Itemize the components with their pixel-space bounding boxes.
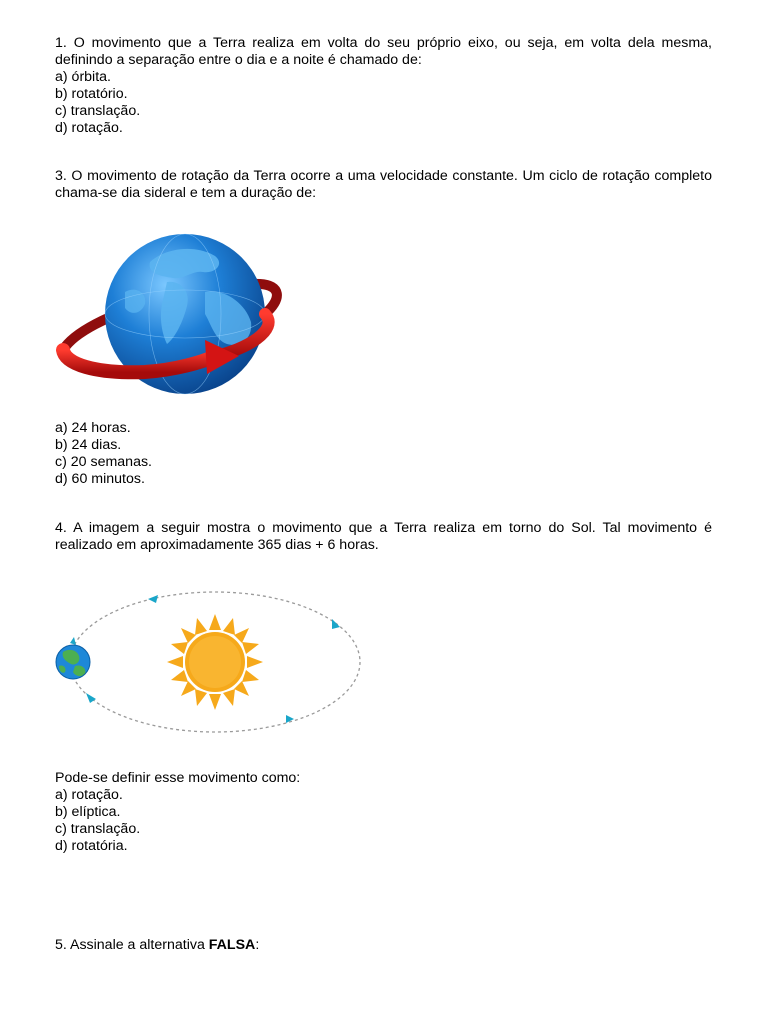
orbit-arrow-icon bbox=[148, 595, 158, 603]
question-5 bbox=[55, 937, 712, 954]
question-4-prompt: Pode-se definir esse movimento como: bbox=[55, 770, 301, 786]
question-3 bbox=[55, 168, 712, 202]
question-1-option-c: c) translação. bbox=[55, 103, 141, 119]
earth-icon bbox=[56, 645, 90, 679]
question-5-text-bold: FALSA bbox=[208, 937, 256, 953]
question-1-option-b: b) rotatório. bbox=[55, 86, 128, 102]
question-5-text-prefix: 5. Assinale a alternativa bbox=[55, 937, 209, 953]
question-1-text: 1. O movimento que a Terra realiza em volta do seu próprio eixo, ou seja, em volta dela mesma, definindo a separação entre o dia e a noite é chamado de: bbox=[55, 35, 712, 68]
question-4-option-b: b) elíptica. bbox=[55, 804, 121, 820]
question-5-text-suffix: : bbox=[255, 937, 260, 953]
question-4-options bbox=[55, 770, 712, 855]
question-4-text: 4. A imagem a seguir mostra o movimento que a Terra realiza em torno do Sol. Tal movimento é realizado em aproximadamente 365 dias + 6 horas. bbox=[55, 520, 712, 553]
question-3-options bbox=[55, 420, 712, 488]
question-4-option-c: c) translação. bbox=[55, 821, 141, 837]
question-1 bbox=[55, 35, 712, 137]
question-1-option-a: a) órbita. bbox=[55, 69, 111, 85]
sun-icon bbox=[167, 614, 263, 710]
question-4-option-d: d) rotatória. bbox=[55, 838, 128, 854]
orbit-arrow-icon bbox=[70, 637, 76, 645]
question-3-option-d: d) 60 minutos. bbox=[55, 471, 145, 487]
question-4-option-a: a) rotação. bbox=[55, 787, 123, 803]
earth-orbit-around-sun-illustration bbox=[50, 585, 370, 735]
question-3-option-a: a) 24 horas. bbox=[55, 420, 131, 436]
orbit-arrow-icon bbox=[86, 693, 96, 703]
earth-rotation-illustration bbox=[55, 222, 290, 402]
question-1-option-d: d) rotação. bbox=[55, 120, 123, 136]
orbit-arrow-icon bbox=[332, 619, 340, 629]
question-3-option-b: b) 24 dias. bbox=[55, 437, 122, 453]
question-4 bbox=[55, 520, 712, 554]
question-3-option-c: c) 20 semanas. bbox=[55, 454, 152, 470]
question-3-text: 3. O movimento de rotação da Terra ocorre a uma velocidade constante. Um ciclo de rotação completo chama-se dia sideral e tem a duração de: bbox=[55, 168, 712, 201]
